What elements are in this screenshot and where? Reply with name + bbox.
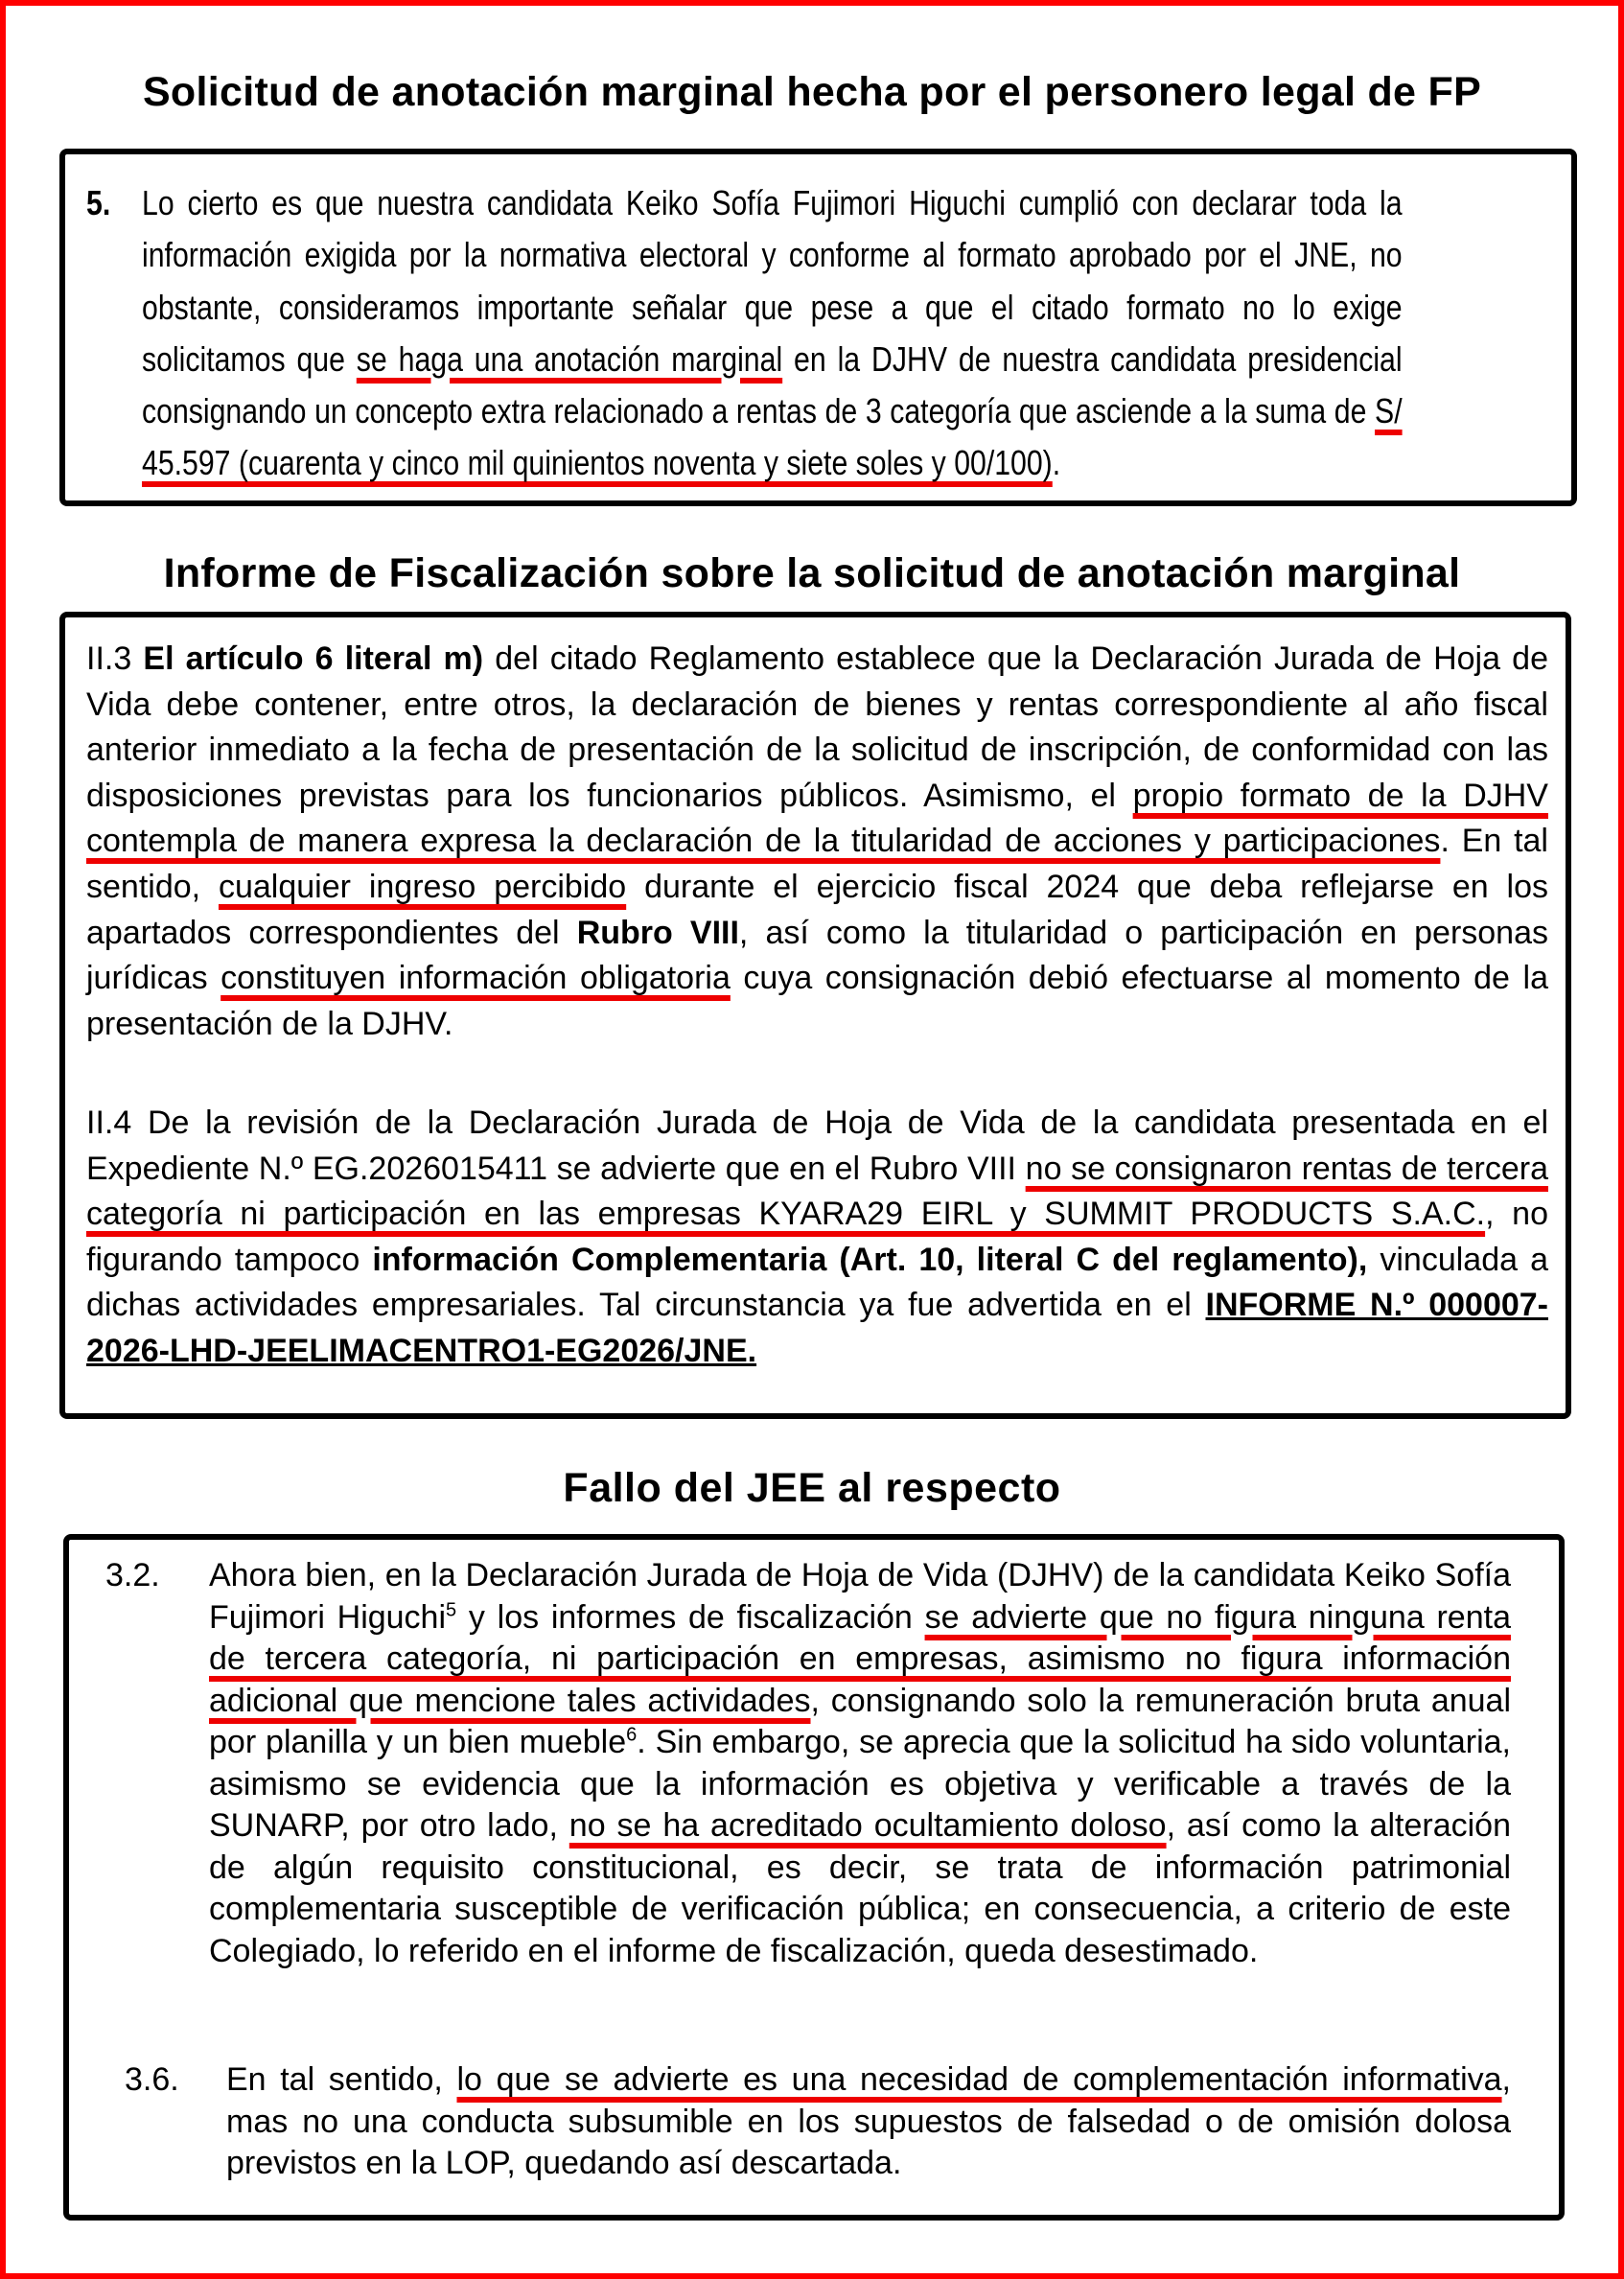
item-number-3-2: 3.2. bbox=[105, 1557, 160, 1593]
underline-anotacion: se haga una anotación marginal bbox=[356, 338, 783, 379]
heading-fallo: Fallo del JEE al respecto bbox=[563, 1465, 1061, 1511]
fallo-paragraph-3-6: En tal sentido, lo que se advierte es una necesidad de complementación informativa, mas no una conducta subsumible en los supuestos de falsedad o de omisión dolosa previstos en la LOP, quedando así descartada. bbox=[226, 2061, 1511, 2181]
underline-monto: S/ 45.597 (cuarenta y cinco mil quinientos noventa y siete soles y 00/100) bbox=[142, 391, 1403, 483]
underline-complementacion: lo que se advierte es una necesidad de complementación informativa bbox=[456, 2061, 1502, 2098]
informe-reference: INFORME N.º 000007-2026-LHD-JEELIMACENTRO1-EG2026/JNE. bbox=[86, 1287, 1548, 1369]
solicitud-paragraph: Lo cierto es que nuestra candidata Keiko Sofía Fujimori Higuchi cumplió con declarar toda la información exigida por la normativa electoral y conforme al formato aprobado por el JNE, no obstante, consideramos importante señalar que pese a que el citado formato no lo exige solicitamos que se haga una anotación marginal en la DJHV de nuestra candidata presidencial consignando un concepto extra relacionado a rentas de 3 categoría que asciende a la suma de S/ 45.597 (cuarenta y cinco mil quinientos noventa y siete soles y 00/100). bbox=[142, 183, 1403, 483]
box-informe bbox=[59, 612, 1571, 1419]
box-fallo bbox=[63, 1534, 1565, 2221]
informe-paragraph-ii3: II.3 El artículo 6 literal m) del citado Reglamento establece que la Declaración Jurada de Hoja de Vida debe contener, entre otros, la declaración de bienes y rentas correspondiente al año fiscal anterior inmediato a la fecha de presentación de la solicitud de inscripción, de conformidad con las disposiciones previstas para los funcionarios públicos. Asimismo, el propio formato de la DJHV contempla de manera expresa la declaración de la titularidad de acciones y participaciones. En tal sentido, cualquier ingreso percibido durante el ejercicio fiscal 2024 que deba reflejarse en los apartados correspondientes del Rubro VIII, así como la titularidad o participación en personas jurídicas constituyen información obligatoria cuya consignación debió efectuarse al momento de la presentación de la DJHV. bbox=[86, 640, 1549, 1042]
underline-no-figura: se advierte que no figura ninguna renta de tercera categoría, ni participación en empresas, asimismo no figura información adicional que mencione tales actividades bbox=[209, 1598, 1511, 1719]
underline-formato: propio formato de la DJHV contempla de manera expresa la declaración de la titularidad de acciones y participaciones bbox=[86, 777, 1548, 860]
item-number-3-6: 3.6. bbox=[125, 2061, 179, 2098]
fallo-paragraph-3-2: Ahora bien, en la Declaración Jurada de Hoja de Vida (DJHV) de la candidata Keiko Sofía Fujimori Higuchi$^5$ y los informes de fiscalización se advierte que no figura ninguna renta de tercera categoría, ni participación en empresas, asimismo no figura información adicional que mencione tales actividades, consignando solo la remuneración bruta anual por planilla y un bien mueble$^6$. Sin embargo, se aprecia que la solicitud ha sido voluntaria, asimismo se evidencia que la información es objetiva y verificable a través de la SUNARP, por otro lado, no se ha acreditado ocultamiento doloso, así como la alteración de algún requisito constitucional, es decir, se trata de información patrimonial complementaria susceptible de verificación pública; en consecuencia, a criterio de este Colegiado, lo referido en el informe de fiscalización, queda desestimado. bbox=[209, 1557, 1512, 1969]
underline-rentas: no se consignaron rentas de tercera categoría ni participación en las empresas KYARA29 EIRL y SUMMIT PRODUCTS S.A.C. bbox=[86, 1150, 1548, 1233]
informe-paragraph-ii4: II.4 De la revisión de la Declaración Jurada de Hoja de Vida de la candidata presentada en el Expediente N.º EG.2026015411 se advierte que en el Rubro VIII no se consignaron rentas de tercera categoría ni participación en las empresas KYARA29 EIRL y SUMMIT PRODUCTS S.A.C., no figurando tampoco información Complementaria (Art. 10, literal C del reglamento), vinculada a dichas actividades empresariales. Tal circunstancia ya fue advertida en el INFORME N.º 000007-2026-LHD-JEELIMACENTRO1-EG2026/JNE. bbox=[86, 1105, 1548, 1369]
underline-ingreso: cualquier ingreso percibido bbox=[218, 868, 627, 905]
item-number: 5. bbox=[86, 183, 111, 222]
box-solicitud bbox=[59, 149, 1577, 506]
heading-solicitud: Solicitud de anotación marginal hecha por el personero legal de FP bbox=[142, 69, 1482, 115]
underline-no-acreditado: no se ha acreditado ocultamiento doloso bbox=[568, 1807, 1167, 1844]
underline-obligatoria: constituyen información obligatoria bbox=[220, 960, 731, 997]
heading-informe: Informe de Fiscalización sobre la solicitud de anotación marginal bbox=[163, 550, 1461, 596]
